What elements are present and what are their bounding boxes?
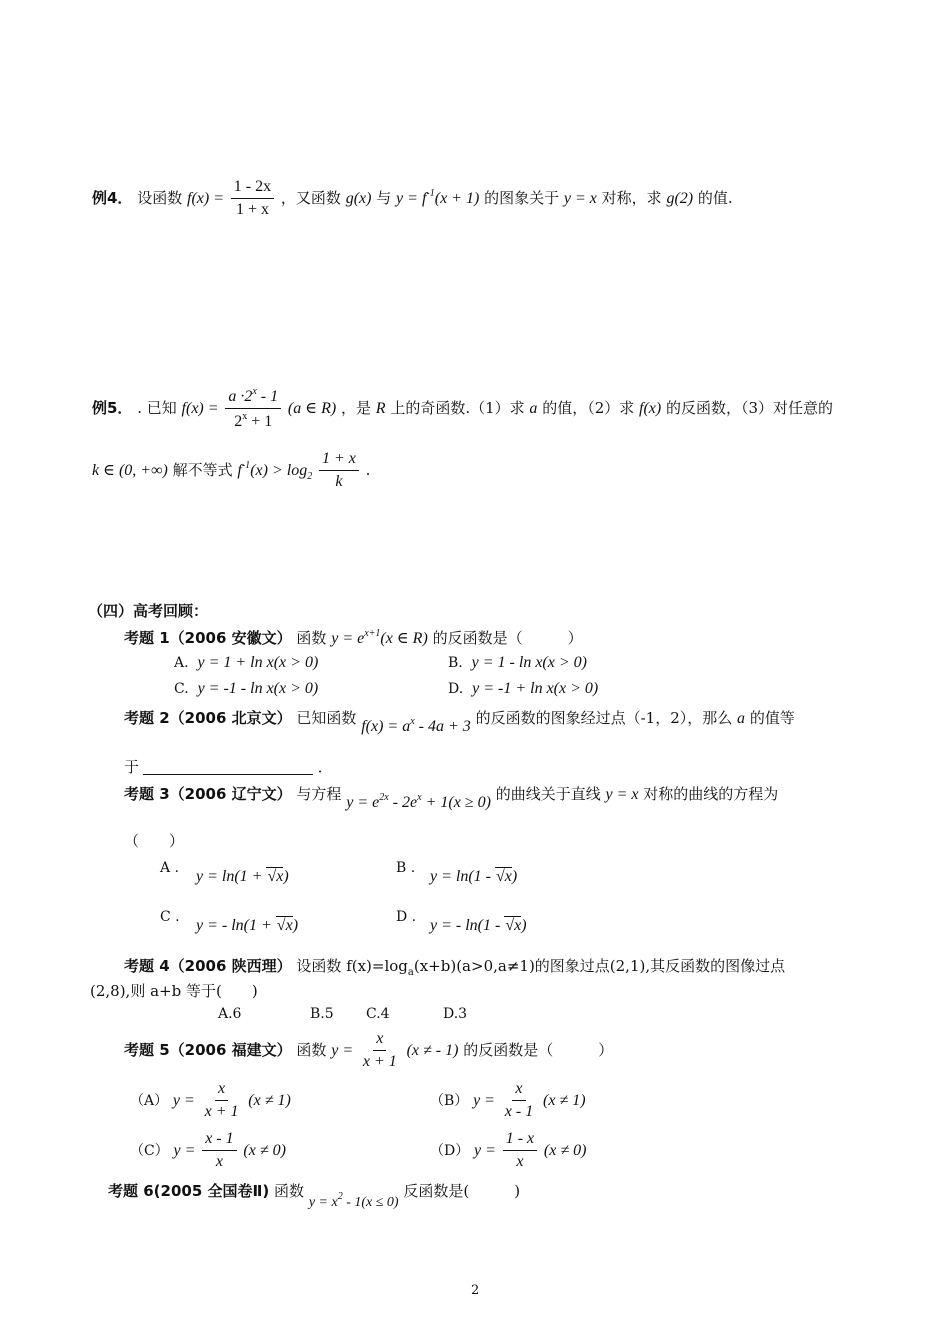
formula: y = ln(1 - √x) [430, 868, 518, 885]
text: 的值，（2）求 [542, 398, 635, 417]
denominator: k [335, 473, 343, 491]
text: ． [317, 758, 333, 776]
formula: $y = x^2 - 1(x \le 0)$ [308, 1191, 399, 1210]
text: 对称，求 [601, 188, 662, 207]
text: 的反函数，（3）对任意的 [666, 398, 834, 417]
formula: $f(x) = a^x - 4a + 3$ [361, 716, 471, 735]
fraction [319, 450, 359, 492]
formula: $y = e^{2x} - 2e^x + 1(x \ge 0)$ [346, 792, 491, 811]
text: 已知函数 [296, 709, 357, 727]
option-a: （A） y = $\frac{x}{x + 1}$ (x ≠ 1) [130, 1080, 291, 1121]
option-d: （D） y = $\frac{1 - x}{x}$ (x ≠ 0) [430, 1130, 587, 1171]
option-c: C . [160, 909, 180, 925]
formula: g(2) [666, 189, 694, 207]
formula: y = ln(1 + √x) [196, 868, 289, 885]
denominator: $2^x + 1$ [234, 411, 273, 431]
numerator: 1 - 2x [231, 178, 274, 199]
question-1 [124, 627, 583, 648]
formula: k ∈ (0, +∞) [92, 461, 168, 479]
example-5 [92, 386, 833, 432]
text: 与 [376, 188, 392, 207]
example-label: 例5． [92, 398, 133, 417]
numerator: $a \cdot 2^x - 1$ [225, 386, 281, 409]
fraction [360, 1030, 400, 1072]
numerator: 1 + x [319, 450, 359, 471]
formula: y = - ln(1 - √x) [430, 917, 527, 934]
question-label: 考题 2（2006 北京文） [124, 709, 292, 727]
question-label: 考题 4（2006 陕西理） [124, 957, 292, 975]
question-label: 考题 1（2006 安徽文） [124, 629, 292, 647]
formula: $y = e^{x+1}(x$ ∈ R) [331, 628, 428, 647]
option-b: B. y = 1 - ln x(x > 0) [448, 654, 587, 671]
formula: y = 1 + ln x(x > 0) [197, 654, 319, 671]
formula: f(x) = [187, 189, 225, 207]
page-number: 2 [471, 1283, 480, 1298]
option-b: （B） y = $\frac{x}{x - 1}$ (x ≠ 1) [430, 1080, 586, 1121]
question-2-line-2 [124, 756, 333, 777]
denominator: 1 + x [235, 201, 269, 219]
formula: R [375, 399, 386, 417]
formula: y = x [605, 786, 639, 803]
formula: $f^{-1}(x) > \log_2$ [237, 459, 313, 482]
option-c: C. y = -1 - ln x(x > 0) [174, 680, 319, 697]
fraction: $\frac{x}{x - 1}$ [504, 1080, 534, 1121]
option-c: C.4 [366, 1006, 390, 1022]
formula: a [737, 710, 746, 727]
question-5 [124, 1030, 613, 1072]
text: 设函数 [137, 188, 183, 207]
text: 上的奇函数.（1）求 [390, 398, 525, 417]
question-4-line-2: (2,8),则 a+b 等于( ) [90, 982, 258, 1000]
option-b: B . [396, 860, 416, 876]
fraction: $\frac{1 - x}{x}$ [503, 1130, 537, 1172]
formula: a [529, 399, 538, 417]
formula: g(x) [345, 189, 372, 207]
formula: (a ∈ R) [287, 399, 337, 417]
option-d: D . [396, 909, 417, 925]
question-6 [108, 1180, 521, 1210]
option-d: D. y = -1 + ln x(x > 0) [448, 680, 599, 697]
numerator: x [373, 1030, 386, 1051]
option-a: A. y = 1 + ln x(x > 0) [174, 654, 319, 671]
text: 函数 [274, 1182, 305, 1200]
option-c: （C） y = $\frac{x - 1}{x}$ (x ≠ 0) [130, 1130, 286, 1171]
text: 函数 [296, 629, 327, 647]
text: 反函数是( ) [403, 1182, 521, 1200]
section-title: （四）高考回顾： [88, 602, 209, 620]
text: 于 [124, 758, 140, 776]
example-4 [92, 178, 733, 220]
formula: y = - ln(1 + √x) [196, 917, 299, 934]
example-label: 例4． [92, 188, 133, 207]
question-4 [124, 955, 785, 978]
text: 的反函数是（ ） [463, 1040, 614, 1059]
text: 的反函数的图象经过点（-1，2），那么 [475, 709, 733, 727]
formula: f(x) = [181, 399, 219, 417]
denominator: x + 1 [362, 1053, 397, 1071]
answer-blank [143, 760, 313, 775]
text: 解不等式 [172, 460, 233, 479]
answer-paren: （ ） [124, 832, 185, 850]
option-d: D.3 [443, 1006, 468, 1022]
text: ，是 [340, 398, 371, 417]
formula: y = 1 - ln x(x > 0) [471, 654, 587, 671]
text: 设函数 $f(x)=\log_a(x+b)(a>0,a\ne 1)$的图象过点(2,1),其反函数的图像过点 [296, 957, 786, 978]
formula: f(x) [639, 399, 662, 417]
question-3 [124, 783, 779, 811]
formula: y = -1 + ln x(x > 0) [472, 680, 599, 697]
formula: y = x [563, 189, 597, 207]
question-label: 考题 3（2006 辽宁文） [124, 785, 292, 803]
text: ，又函数 [280, 188, 341, 207]
text: 与方程 [296, 785, 342, 803]
text: 的图象关于 [484, 188, 560, 207]
fraction [225, 386, 281, 432]
formula: y = [331, 1041, 354, 1059]
question-label: 考题 5（2006 福建文） [124, 1040, 292, 1059]
option-b: B.5 [310, 1006, 334, 1022]
text: . [365, 460, 371, 479]
fraction: $\frac{x - 1}{x}$ [202, 1130, 236, 1172]
text: 的曲线关于直线 [495, 785, 601, 803]
fraction: $\frac{x}{x + 1}$ [204, 1080, 239, 1121]
formula: y = -1 - ln x(x > 0) [197, 680, 319, 697]
text: . 已知 [137, 398, 177, 417]
question-label: 考题 6(2005 全国卷Ⅱ) [108, 1182, 270, 1200]
text: 函数 [296, 1040, 327, 1059]
formula: $y = f^{-1}(x + 1)$ [396, 187, 480, 207]
formula: (x ≠ - 1) [406, 1041, 459, 1059]
option-a: A . [160, 860, 180, 876]
option-a: A.6 [218, 1006, 242, 1022]
example-5-line-2 [92, 450, 370, 492]
text: 的值. [697, 188, 733, 207]
text: 的反函数是（ ） [432, 629, 583, 647]
text: 的值等 [749, 709, 795, 727]
text: 对称的曲线的方程为 [643, 785, 779, 803]
fraction [231, 178, 274, 220]
question-2 [124, 707, 795, 735]
